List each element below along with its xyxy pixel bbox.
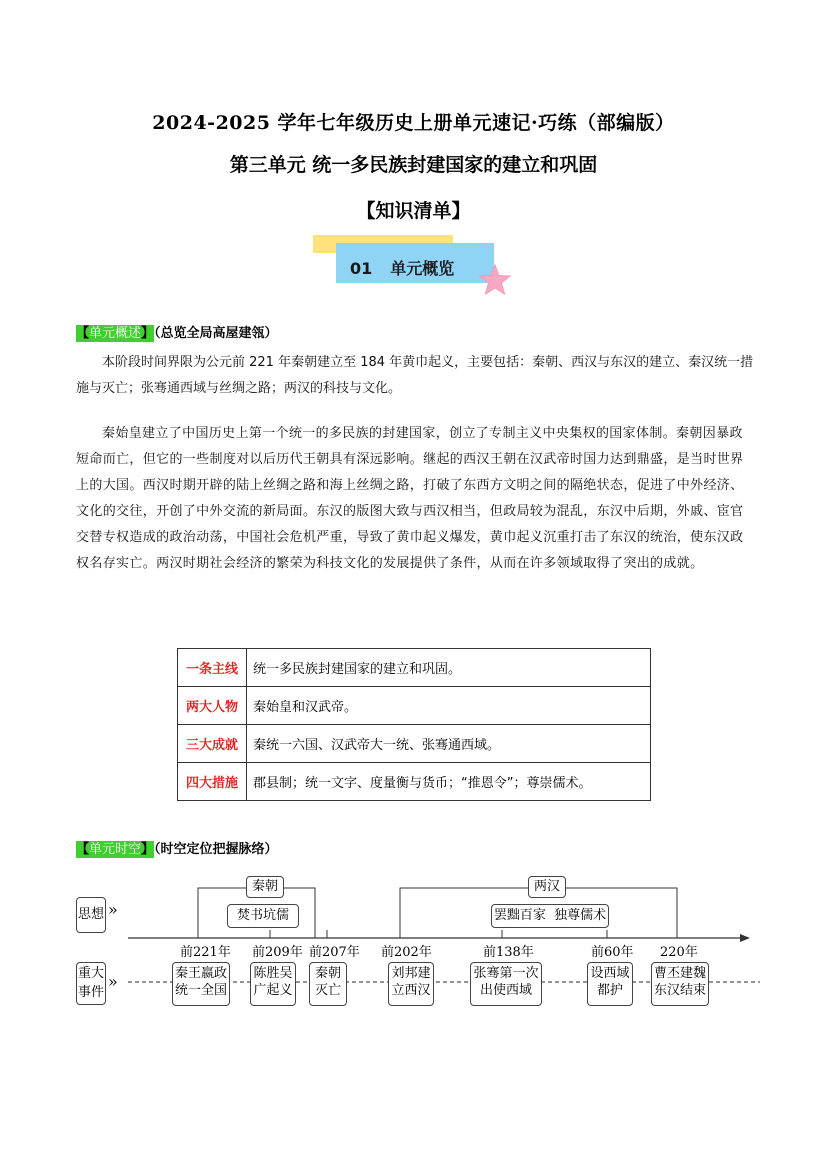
event-box: 设西域都护 bbox=[587, 962, 633, 1006]
dynasty-qin: 秦朝 bbox=[246, 876, 284, 898]
timespace-heading bbox=[76, 838, 278, 857]
section-title: 【知识清单】 bbox=[356, 200, 471, 222]
table-row bbox=[178, 763, 651, 801]
year-label: 前202年 bbox=[381, 945, 432, 960]
year-label: 前207年 bbox=[309, 945, 360, 960]
row-label-events: 重大事件 bbox=[76, 962, 106, 1005]
event-box: 刘邦建立西汉 bbox=[388, 962, 434, 1006]
row-key: 四大措施 bbox=[178, 763, 247, 801]
row-key: 两大人物 bbox=[178, 687, 247, 725]
table-row bbox=[178, 649, 651, 687]
banner-number: 01 bbox=[350, 259, 373, 278]
year-label: 前209年 bbox=[252, 945, 303, 960]
banner-label bbox=[350, 256, 454, 279]
summary-table bbox=[177, 648, 651, 801]
event-box: 曹丕建魏东汉结束 bbox=[651, 962, 709, 1006]
unit-title: 第三单元 统一多民族封建国家的建立和巩固 bbox=[229, 154, 598, 176]
row-value: 统一多民族封建国家的建立和巩固。 bbox=[247, 649, 651, 687]
timespace-tag: 【单元时空】 bbox=[76, 842, 155, 857]
row-key: 一条主线 bbox=[178, 649, 247, 687]
table-row bbox=[178, 725, 651, 763]
banner-text: 单元概览 bbox=[390, 259, 455, 278]
row-value: 秦始皇和汉武帝。 bbox=[247, 687, 651, 725]
overview-paragraph-1: 本阶段时间界限为公元前 221 年秦朝建立至 184 年黄巾起义，主要包括：秦朝、西汉与东汉的建立、秦汉统一措施与灭亡；张骞通西域与丝绸之路；两汉的科技与文化。 bbox=[76, 355, 754, 396]
year-label: 前138年 bbox=[483, 945, 534, 960]
dynasty-han: 两汉 bbox=[528, 876, 566, 898]
year-label: 220年 bbox=[660, 945, 698, 960]
overview-tag: 【单元概述】 bbox=[76, 326, 155, 341]
thought-qin: 焚书坑儒 bbox=[227, 904, 299, 928]
event-box: 秦朝灭亡 bbox=[309, 962, 347, 1006]
row-value: 秦统一六国、汉武帝大一统、张骞通西域。 bbox=[247, 725, 651, 763]
thought-han-2: 独尊儒术 bbox=[554, 908, 607, 923]
arrow-icon: » bbox=[108, 972, 118, 991]
thought-han-1: 罢黜百家 bbox=[493, 908, 546, 923]
overview-subtitle: （总览全局高屋建瓴） bbox=[154, 326, 278, 341]
thought-han bbox=[491, 904, 609, 928]
overview-paragraph-2: 秦始皇建立了中国历史上第一个统一的多民族的封建国家，创立了专制主义中央集权的国家体制。秦朝因暴政短命而亡，但它的一些制度对以后历代王朝具有深远影响。继起的西汉王朝在汉武帝时国力达到鼎盛，是当时世界上的大国。西汉时期开辟的陆上丝绸之路和海上丝绸之路，打破了东西方文明之间的隔绝状态，促进了中外经济、文化的交往，开创了中外交流的新局面。东汉的版图大致与西汉相当，但政局较为混乱，东汉中后期，外戚、宦官交替专权造成的政治动荡，中国社会危机严重，导致了黄巾起义爆发，黄巾起义沉重打击了东汉的统治，使东汉政权名存实亡。两汉时期社会经济的繁荣为科技文化的发展提供了条件，从而在许多领域取得了突出的成就。 bbox=[76, 426, 744, 571]
table-row bbox=[178, 687, 651, 725]
year-label: 前60年 bbox=[591, 945, 634, 960]
year-label: 前221年 bbox=[180, 945, 231, 960]
event-box: 秦王嬴政统一全国 bbox=[172, 962, 230, 1006]
row-key: 三大成就 bbox=[178, 725, 247, 763]
event-box: 陈胜吴广起义 bbox=[250, 962, 296, 1006]
arrow-icon: » bbox=[108, 900, 118, 919]
star-icon bbox=[478, 263, 512, 297]
document-title: 2024-2025 学年七年级历史上册单元速记·巧练（部编版） bbox=[152, 112, 675, 134]
event-box: 张骞第一次出使西域 bbox=[470, 962, 542, 1006]
overview-heading bbox=[76, 322, 278, 341]
timespace-subtitle: （时空定位把握脉络） bbox=[154, 842, 278, 857]
row-label-thought: 思想 bbox=[76, 897, 106, 933]
row-value: 郡县制；统一文字、度量衡与货币；“推恩令”；尊崇儒术。 bbox=[247, 763, 651, 801]
